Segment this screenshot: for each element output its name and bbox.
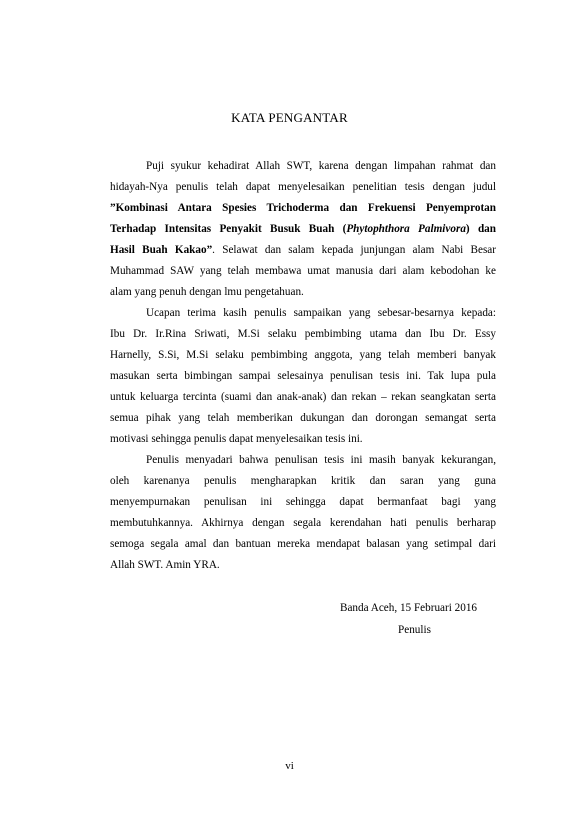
p2-line-2: Ibu Dr. Ir.Rina Sriwati, M.Si selaku pembimbing utama dan Ibu Dr. Essy — [110, 328, 496, 340]
p1-line-4-part-c: ) dan — [465, 223, 496, 235]
p3-line-2: oleh karenanya penulis mengharapkan kritik dan saran yang guna — [110, 475, 496, 487]
p2-line-6: semua pihak yang telah memberikan dukungan dan dorongan semangat serta — [110, 412, 496, 424]
p1-line-5-title-end: Hasil Buah Kakao” — [110, 244, 213, 256]
p1-line-1: Puji syukur kehadirat Allah SWT, karena dengan limpahan rahmat dan — [146, 160, 496, 172]
p1-line-7: alam yang penuh dengan lmu pengetahuan. — [110, 286, 304, 298]
p2-line-5: untuk keluarga tercinta (suami dan anak-anak) dan rekan – rekan seangkatan serta — [110, 391, 496, 403]
p2-line-3: Harnelly, S.Si, M.Si selaku pembimbing anggota, yang telah memberi banyak — [110, 349, 496, 361]
p3-line-4: membutuhkannya. Akhirnya dengan segala kerendahan hati penulis berharap — [110, 517, 496, 529]
page-title: KATA PENGANTAR — [231, 110, 348, 125]
p2-line-1: Ucapan terima kasih penulis sampaikan yang sebesar-besarnya kepada: — [146, 307, 496, 319]
signature-place-date: Banda Aceh, 15 Februari 2016 — [340, 602, 478, 614]
p1-line-2: hidayah-Nya penulis telah dapat menyelesaikan penelitian tesis dengan judul — [110, 181, 496, 193]
p3-line-5: semoga segala amal dan bantuan mereka mendapat balasan yang setimpal dari — [110, 538, 496, 550]
p1-line-5-text: . Selawat dan salam kepada junjungan alam Nabi Besar — [212, 244, 497, 256]
p1-line-4-part-a: Terhadap Intensitas Penyakit Busuk Buah ( — [110, 223, 347, 235]
p2-line-4: masukan serta bimbingan sampai selesainya penulisan tesis ini. Tak lupa pula — [110, 370, 496, 382]
signature-author: Penulis — [398, 624, 431, 636]
page-number: vi — [285, 760, 294, 772]
p1-line-6: Muhammad SAW yang telah membawa umat manusia dari alam kebodohan ke — [110, 265, 496, 277]
p1-line-4-species: Phytophthora Palmivora — [346, 223, 466, 235]
p1-line-5 — [110, 243, 496, 257]
p2-line-7: motivasi sehingga penulis dapat menyelesaikan tesis ini. — [110, 433, 363, 445]
p1-line-4 — [110, 222, 496, 236]
p3-line-6: Allah SWT. Amin YRA. — [110, 559, 220, 571]
p3-line-3: menyempurnakan penulisan ini sehingga dapat bermanfaat bagi yang — [110, 496, 496, 508]
p1-line-3: ”Kombinasi Antara Spesies Trichoderma dan Frekuensi Penyemprotan — [110, 202, 496, 214]
p3-line-1: Penulis menyadari bahwa penulisan tesis ini masih banyak kekurangan, — [146, 454, 496, 466]
